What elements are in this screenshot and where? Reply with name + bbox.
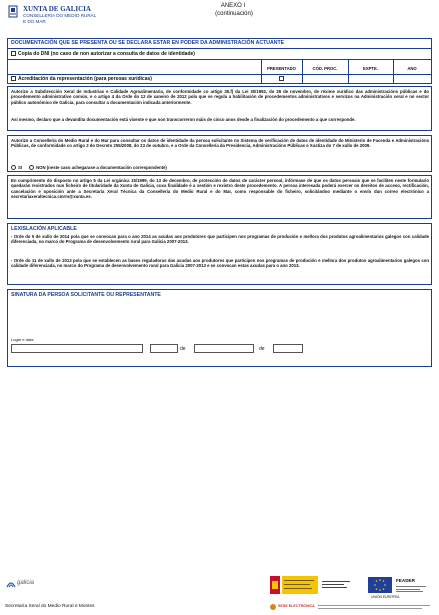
secretaria-text: Secretaría Xeral do Medio Rural e Montes — [5, 604, 95, 609]
presentado-checkbox[interactable] — [279, 76, 284, 81]
galicia-logo-text: galicia — [17, 580, 35, 586]
representation-checkbox[interactable] — [11, 76, 16, 81]
place-field[interactable] — [11, 344, 143, 353]
data-protection-box — [7, 175, 432, 219]
sede-electronica-logo — [270, 604, 276, 610]
signature-box — [7, 289, 432, 367]
consent-box — [7, 135, 432, 172]
dept-line1: CONSELLERÍA DO MEDIO RURAL — [23, 13, 97, 18]
consent-yes-radio[interactable] — [11, 165, 16, 170]
dni-checkbox[interactable] — [11, 51, 16, 56]
year-field[interactable] — [273, 344, 303, 353]
sede-small-text — [318, 604, 430, 609]
docs-title: DOCUMENTACIÓN QUE SE PRESENTA OU SE DECLARA ESTAR EN PODER DA ADMINISTRACIÓN ACTUANTE — [11, 40, 285, 46]
legislation-title: LEXISLACIÓN APLICABLE — [11, 226, 77, 232]
eu-flag-logo — [368, 577, 392, 593]
org-name: XUNTA DE GALICIA — [23, 5, 91, 13]
col-expte: EXPTE. — [363, 66, 378, 71]
authorization-declaration: Así mesmo, declaro que a devandita documentación está vixente e que non transcorreron máis de cinco anos desde a finalización do procedemento a que corresponde. — [11, 117, 356, 122]
docs-section — [7, 38, 432, 84]
representation-row-label: Acreditación da representación (para persoas xurídicas) — [18, 75, 152, 82]
day-field[interactable] — [150, 344, 178, 353]
legislation-box — [7, 223, 432, 285]
consent-no-radio[interactable] — [29, 165, 34, 170]
ministry-text-logo — [322, 580, 350, 590]
legislation-item-1: - Orde do 5 de xullo de 2014 pola que se convocan para o ano 2014 as axudas aos produtores que participen nos programas de produción e mellora dos produtos agroalimentarios galegos con calidade diferenciada, no marco do Programa de desenvolvemento rural para Galicia 2007-2013. — [11, 234, 429, 245]
consent-text: Autorizo a Consellería do Medio Rural e do Mar para consultar os datos de identidade da persoa solicitante no Sistema de verificación de datos de identidade do Ministerio de Facenda e Administracións Públicas, de conformidade co artigo 2 do Decreto 255/2008, do 23 de outubro, e a Orde da Consellería da Presidencia, Administracións Públicas e Xustiza do 7 de xullo de 2009. — [11, 138, 429, 149]
data-protection-text: En cumprimento do disposto no artigo 5 da Lei orgánica 15/1999, do 13 de decembro, de protección de datos de carácter persoal, infórmase de que os datos persoais que se faciliten neste formulario quedarán rexistrados nun ficheiro de titularidade da Xunta de Galicia, cuxa finalidade é a xestión e rexistro deste procedemento. A persoa interesada poderá exercer os dereitos de acceso, rectificación, cancelación e oposición ante a Secretaría Xeral Técnica da Consellería do Medio Rural e do Mar, como responsable do ficheiro, solicitándoo mediante o envío dun correo electrónico a secretariaxeraltecnica.cmrm@xunta.es. — [11, 178, 429, 200]
authorization-box — [7, 86, 432, 131]
spain-ministry-logo — [270, 576, 318, 594]
dept-line2: E DO MAR — [23, 19, 46, 24]
dni-row-label: Copia do DNI (no caso de non autorizar a consulta de datos de identidade) — [18, 50, 195, 57]
union-europea-label: UNIÓN EUROPEA — [371, 595, 400, 599]
authorization-text: Autorizo a Subdirección Xeral de Industrias e Calidade Agroalimentaria, de conformidade co artigo 35.f) da Lei 30/1992, do 26 de novembro, de réxime xurídico das administracións públicas e do procedemento administrativo común, e o artigo 4 da Orde do 12 de xaneiro de 2012 pola que se regula a habilitación de procedementos administrativos e servizos na Administración xeral e no sector público autonómico de Galicia, para consultar a documentación indicada anteriormente. — [11, 89, 429, 105]
signature-title: SINATURA DA PERSOA SOLICITANTE OU REPRESENTANTE — [11, 292, 161, 298]
legislation-item-2: - Orde do 11 de xullo de 2013 pola que se establecen as bases reguladoras das axudas aos produtores que participen nos programas de produción e mellora dos produtos agroalimentarios galegos con calidade diferenciada, no marco do Programa de desenvolvemento rural para Galicia 2007-2013 e se convocan estas axudas para o ano 2013. — [11, 258, 429, 269]
place-date-label: Lugar e data — [11, 337, 34, 342]
xunta-logo — [6, 5, 20, 19]
feader-label: FEADER — [396, 578, 415, 583]
sede-electronica-text: SEDE ELECTRÓNICA — [278, 604, 315, 608]
feader-subtext — [396, 585, 426, 592]
de-label-1: de — [180, 346, 186, 352]
month-field[interactable] — [194, 344, 254, 353]
consent-no-label: NON (neste caso achegarase a documentación correspondente) — [36, 165, 167, 170]
galicia-logo — [5, 578, 39, 592]
annex-subtitle: (continuación) — [215, 11, 253, 17]
col-cod-proc: CÓD. PROC. — [312, 66, 338, 71]
consent-yes-label: SI — [18, 165, 23, 170]
annex-title: ANEXO I — [220, 3, 246, 9]
col-presentado: PRESENTADO — [267, 66, 296, 71]
col-ano: ANO — [407, 66, 417, 71]
de-label-2: de — [259, 346, 265, 352]
